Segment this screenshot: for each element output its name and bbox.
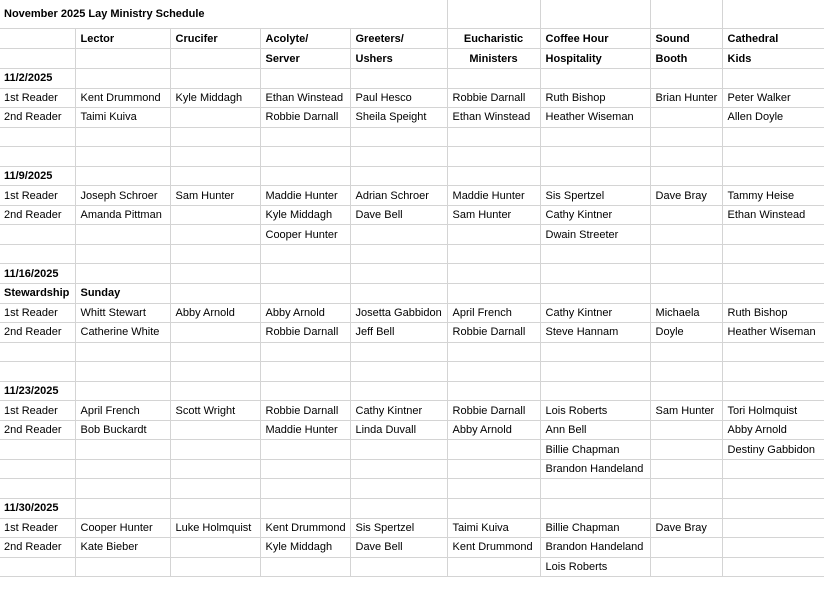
cell[interactable]: Kate Bieber — [75, 538, 170, 558]
row-label-cell[interactable]: 1st Reader — [0, 518, 75, 538]
cell[interactable] — [650, 284, 722, 304]
column-header[interactable]: Sound — [650, 29, 722, 49]
cell[interactable] — [350, 284, 447, 304]
cell[interactable] — [447, 264, 540, 284]
cell[interactable]: Scott Wright — [170, 401, 260, 421]
cell[interactable] — [650, 69, 722, 89]
row-label-cell[interactable] — [0, 459, 75, 479]
cell[interactable] — [447, 69, 540, 89]
column-header[interactable]: Coffee Hour — [540, 29, 650, 49]
cell[interactable]: Steve Hannam — [540, 323, 650, 343]
cell[interactable]: Whitt Stewart — [75, 303, 170, 323]
cell[interactable]: Heather Wiseman — [722, 323, 824, 343]
cell[interactable] — [350, 147, 447, 167]
cell[interactable]: Destiny Gabbidon — [722, 440, 824, 460]
row-label-cell[interactable]: 11/9/2025 — [0, 166, 75, 186]
cell[interactable]: Taimi Kuiva — [447, 518, 540, 538]
cell[interactable] — [540, 499, 650, 519]
cell[interactable]: Abby Arnold — [722, 420, 824, 440]
cell[interactable] — [350, 244, 447, 264]
cell[interactable] — [650, 0, 722, 29]
cell[interactable]: Abby Arnold — [260, 303, 350, 323]
cell[interactable] — [170, 147, 260, 167]
cell[interactable] — [540, 362, 650, 382]
cell[interactable]: Sam Hunter — [447, 205, 540, 225]
cell[interactable] — [75, 147, 170, 167]
cell[interactable] — [650, 420, 722, 440]
cell[interactable]: Tori Holmquist — [722, 401, 824, 421]
cell[interactable] — [350, 381, 447, 401]
cell[interactable] — [447, 499, 540, 519]
cell[interactable] — [650, 244, 722, 264]
column-header[interactable]: Server — [260, 49, 350, 69]
cell[interactable]: Peter Walker — [722, 88, 824, 108]
cell[interactable] — [75, 440, 170, 460]
cell[interactable]: Sam Hunter — [650, 401, 722, 421]
cell[interactable] — [650, 381, 722, 401]
row-label-cell[interactable] — [0, 362, 75, 382]
cell[interactable] — [75, 459, 170, 479]
cell[interactable] — [722, 147, 824, 167]
cell[interactable] — [540, 479, 650, 499]
row-label-cell[interactable] — [0, 225, 75, 245]
cell[interactable] — [170, 362, 260, 382]
cell[interactable]: Robbie Darnall — [260, 401, 350, 421]
cell[interactable] — [650, 264, 722, 284]
cell[interactable] — [170, 166, 260, 186]
row-label-cell[interactable]: 2nd Reader — [0, 108, 75, 128]
cell[interactable] — [170, 479, 260, 499]
cell[interactable]: Adrian Schroer — [350, 186, 447, 206]
cell[interactable] — [650, 147, 722, 167]
cell[interactable] — [350, 440, 447, 460]
cell[interactable]: Paul Hesco — [350, 88, 447, 108]
cell[interactable]: Ruth Bishop — [722, 303, 824, 323]
cell[interactable]: Lois Roberts — [540, 401, 650, 421]
cell[interactable] — [75, 225, 170, 245]
cell[interactable] — [350, 557, 447, 577]
cell[interactable] — [722, 362, 824, 382]
cell[interactable]: April French — [447, 303, 540, 323]
cell[interactable] — [260, 284, 350, 304]
cell[interactable] — [75, 244, 170, 264]
cell[interactable] — [540, 244, 650, 264]
cell[interactable] — [350, 479, 447, 499]
cell[interactable]: Cathy Kintner — [540, 303, 650, 323]
cell[interactable] — [447, 284, 540, 304]
cell[interactable] — [260, 166, 350, 186]
cell[interactable] — [170, 205, 260, 225]
cell[interactable] — [447, 557, 540, 577]
cell[interactable] — [650, 342, 722, 362]
column-header[interactable]: Hospitality — [540, 49, 650, 69]
column-header[interactable]: Kids — [722, 49, 824, 69]
cell[interactable] — [350, 499, 447, 519]
cell[interactable] — [170, 323, 260, 343]
row-label-cell[interactable] — [0, 440, 75, 460]
cell[interactable]: Brandon Handeland — [540, 538, 650, 558]
cell[interactable] — [540, 127, 650, 147]
sheet-title[interactable]: November 2025 Lay Ministry Schedule — [0, 0, 447, 29]
cell[interactable]: Cooper Hunter — [75, 518, 170, 538]
cell[interactable] — [722, 244, 824, 264]
column-header[interactable]: Lector — [75, 29, 170, 49]
cell[interactable] — [260, 244, 350, 264]
cell[interactable]: Maddie Hunter — [260, 186, 350, 206]
cell[interactable] — [722, 538, 824, 558]
row-label-cell[interactable] — [0, 127, 75, 147]
cell[interactable]: Ann Bell — [540, 420, 650, 440]
row-label-cell[interactable]: 11/2/2025 — [0, 69, 75, 89]
row-label-cell[interactable] — [0, 479, 75, 499]
cell[interactable] — [75, 127, 170, 147]
cell[interactable]: Jeff Bell — [350, 323, 447, 343]
cell[interactable]: Dave Bell — [350, 205, 447, 225]
cell[interactable] — [350, 459, 447, 479]
cell[interactable] — [722, 459, 824, 479]
cell[interactable] — [447, 0, 540, 29]
cell[interactable]: Kyle Middagh — [260, 538, 350, 558]
cell[interactable]: Bob Buckardt — [75, 420, 170, 440]
cell[interactable]: Billie Chapman — [540, 440, 650, 460]
cell[interactable]: Brandon Handeland — [540, 459, 650, 479]
cell[interactable]: Kyle Middagh — [260, 205, 350, 225]
cell[interactable] — [722, 557, 824, 577]
cell[interactable] — [350, 69, 447, 89]
cell[interactable] — [170, 459, 260, 479]
cell[interactable] — [260, 557, 350, 577]
cell[interactable]: Taimi Kuiva — [75, 108, 170, 128]
row-label-cell[interactable]: 11/23/2025 — [0, 381, 75, 401]
cell[interactable] — [170, 538, 260, 558]
cell[interactable]: Sunday — [75, 284, 170, 304]
cell[interactable]: Abby Arnold — [170, 303, 260, 323]
cell[interactable]: Sheila Speight — [350, 108, 447, 128]
cell[interactable] — [350, 362, 447, 382]
cell[interactable] — [650, 362, 722, 382]
cell[interactable] — [540, 69, 650, 89]
cell[interactable]: Catherine White — [75, 323, 170, 343]
cell[interactable] — [260, 499, 350, 519]
cell[interactable] — [260, 342, 350, 362]
cell[interactable] — [170, 284, 260, 304]
cell[interactable] — [540, 342, 650, 362]
cell[interactable]: Dave Bray — [650, 186, 722, 206]
cell[interactable]: Joseph Schroer — [75, 186, 170, 206]
cell[interactable] — [170, 244, 260, 264]
row-label-cell[interactable]: 2nd Reader — [0, 538, 75, 558]
cell[interactable]: Ethan Winstead — [447, 108, 540, 128]
cell[interactable] — [170, 420, 260, 440]
cell[interactable] — [170, 108, 260, 128]
cell[interactable] — [540, 381, 650, 401]
cell[interactable] — [650, 108, 722, 128]
cell[interactable] — [650, 205, 722, 225]
cell[interactable] — [350, 225, 447, 245]
cell[interactable] — [722, 284, 824, 304]
cell[interactable] — [170, 440, 260, 460]
cell[interactable]: Maddie Hunter — [447, 186, 540, 206]
cell[interactable]: Sis Spertzel — [540, 186, 650, 206]
row-label-cell[interactable]: 1st Reader — [0, 303, 75, 323]
cell[interactable] — [722, 264, 824, 284]
row-label-cell[interactable] — [0, 557, 75, 577]
cell[interactable] — [447, 381, 540, 401]
cell[interactable] — [75, 557, 170, 577]
cell[interactable] — [722, 479, 824, 499]
column-header[interactable] — [0, 49, 75, 69]
cell[interactable]: Lois Roberts — [540, 557, 650, 577]
cell[interactable] — [447, 479, 540, 499]
cell[interactable] — [170, 127, 260, 147]
cell[interactable]: Robbie Darnall — [447, 323, 540, 343]
cell[interactable]: Kyle Middagh — [170, 88, 260, 108]
cell[interactable]: Amanda Pittman — [75, 205, 170, 225]
cell[interactable] — [350, 166, 447, 186]
cell[interactable] — [540, 166, 650, 186]
cell[interactable]: April French — [75, 401, 170, 421]
cell[interactable] — [722, 342, 824, 362]
cell[interactable]: Luke Holmquist — [170, 518, 260, 538]
cell[interactable]: Cathy Kintner — [540, 205, 650, 225]
cell[interactable] — [75, 479, 170, 499]
cell[interactable] — [170, 381, 260, 401]
cell[interactable]: Kent Drummond — [75, 88, 170, 108]
cell[interactable]: Cooper Hunter — [260, 225, 350, 245]
column-header[interactable] — [0, 29, 75, 49]
column-header[interactable]: Cathedral — [722, 29, 824, 49]
column-header[interactable]: Booth — [650, 49, 722, 69]
cell[interactable] — [540, 147, 650, 167]
cell[interactable]: Brian Hunter — [650, 88, 722, 108]
cell[interactable] — [350, 127, 447, 147]
row-label-cell[interactable]: 11/16/2025 — [0, 264, 75, 284]
cell[interactable]: Kent Drummond — [260, 518, 350, 538]
cell[interactable]: Dwain Streeter — [540, 225, 650, 245]
cell[interactable] — [447, 225, 540, 245]
cell[interactable] — [540, 0, 650, 29]
cell[interactable]: Cathy Kintner — [350, 401, 447, 421]
column-header[interactable]: Ministers — [447, 49, 540, 69]
cell[interactable] — [170, 69, 260, 89]
cell[interactable] — [540, 264, 650, 284]
cell[interactable] — [447, 244, 540, 264]
cell[interactable]: Sis Spertzel — [350, 518, 447, 538]
cell[interactable]: Allen Doyle — [722, 108, 824, 128]
cell[interactable] — [447, 342, 540, 362]
cell[interactable] — [260, 69, 350, 89]
cell[interactable] — [260, 479, 350, 499]
cell[interactable] — [75, 381, 170, 401]
cell[interactable] — [650, 479, 722, 499]
row-label-cell[interactable]: 11/30/2025 — [0, 499, 75, 519]
cell[interactable]: Doyle — [650, 323, 722, 343]
cell[interactable] — [722, 69, 824, 89]
cell[interactable] — [447, 440, 540, 460]
cell[interactable] — [722, 499, 824, 519]
cell[interactable]: Sam Hunter — [170, 186, 260, 206]
cell[interactable] — [260, 127, 350, 147]
cell[interactable] — [650, 499, 722, 519]
cell[interactable]: Michaela — [650, 303, 722, 323]
cell[interactable] — [650, 127, 722, 147]
cell[interactable] — [650, 166, 722, 186]
row-label-cell[interactable] — [0, 244, 75, 264]
cell[interactable]: Ruth Bishop — [540, 88, 650, 108]
cell[interactable]: Heather Wiseman — [540, 108, 650, 128]
column-header[interactable] — [75, 49, 170, 69]
cell[interactable]: Ethan Winstead — [722, 205, 824, 225]
row-label-cell[interactable] — [0, 342, 75, 362]
row-label-cell[interactable]: 2nd Reader — [0, 205, 75, 225]
cell[interactable] — [170, 342, 260, 362]
cell[interactable]: Linda Duvall — [350, 420, 447, 440]
cell[interactable] — [650, 557, 722, 577]
cell[interactable] — [650, 538, 722, 558]
column-header[interactable]: Acolyte/ — [260, 29, 350, 49]
cell[interactable] — [447, 459, 540, 479]
cell[interactable] — [260, 381, 350, 401]
cell[interactable] — [722, 127, 824, 147]
row-label-cell[interactable]: 1st Reader — [0, 186, 75, 206]
cell[interactable] — [650, 440, 722, 460]
cell[interactable] — [350, 264, 447, 284]
cell[interactable]: Robbie Darnall — [447, 401, 540, 421]
cell[interactable] — [447, 127, 540, 147]
cell[interactable] — [540, 284, 650, 304]
cell[interactable] — [260, 459, 350, 479]
row-label-cell[interactable]: 1st Reader — [0, 401, 75, 421]
cell[interactable]: Dave Bray — [650, 518, 722, 538]
cell[interactable]: Robbie Darnall — [260, 323, 350, 343]
column-header[interactable]: Greeters/ — [350, 29, 447, 49]
cell[interactable] — [75, 264, 170, 284]
cell[interactable] — [722, 518, 824, 538]
cell[interactable] — [447, 147, 540, 167]
cell[interactable] — [75, 499, 170, 519]
cell[interactable] — [260, 147, 350, 167]
cell[interactable] — [260, 264, 350, 284]
row-label-cell[interactable]: 2nd Reader — [0, 323, 75, 343]
cell[interactable] — [170, 264, 260, 284]
cell[interactable] — [75, 342, 170, 362]
cell[interactable]: Robbie Darnall — [260, 108, 350, 128]
cell[interactable] — [170, 499, 260, 519]
cell[interactable] — [650, 225, 722, 245]
cell[interactable] — [75, 362, 170, 382]
cell[interactable] — [350, 342, 447, 362]
cell[interactable]: Dave Bell — [350, 538, 447, 558]
cell[interactable]: Abby Arnold — [447, 420, 540, 440]
cell[interactable] — [722, 381, 824, 401]
cell[interactable]: Maddie Hunter — [260, 420, 350, 440]
cell[interactable] — [447, 166, 540, 186]
cell[interactable]: Tammy Heise — [722, 186, 824, 206]
cell[interactable]: Billie Chapman — [540, 518, 650, 538]
cell[interactable] — [447, 362, 540, 382]
cell[interactable]: Ethan Winstead — [260, 88, 350, 108]
row-label-cell[interactable]: Stewardship — [0, 284, 75, 304]
cell[interactable] — [650, 459, 722, 479]
cell[interactable] — [260, 440, 350, 460]
cell[interactable] — [75, 166, 170, 186]
cell[interactable] — [75, 69, 170, 89]
cell[interactable] — [170, 557, 260, 577]
cell[interactable] — [170, 225, 260, 245]
cell[interactable]: Kent Drummond — [447, 538, 540, 558]
row-label-cell[interactable]: 1st Reader — [0, 88, 75, 108]
cell[interactable] — [260, 362, 350, 382]
column-header[interactable]: Ushers — [350, 49, 447, 69]
row-label-cell[interactable]: 2nd Reader — [0, 420, 75, 440]
cell[interactable] — [722, 0, 824, 29]
row-label-cell[interactable] — [0, 147, 75, 167]
column-header[interactable] — [170, 49, 260, 69]
column-header[interactable]: Eucharistic — [447, 29, 540, 49]
cell[interactable] — [722, 166, 824, 186]
cell[interactable]: Josetta Gabbidon — [350, 303, 447, 323]
cell[interactable]: Robbie Darnall — [447, 88, 540, 108]
column-header[interactable]: Crucifer — [170, 29, 260, 49]
cell[interactable] — [722, 225, 824, 245]
